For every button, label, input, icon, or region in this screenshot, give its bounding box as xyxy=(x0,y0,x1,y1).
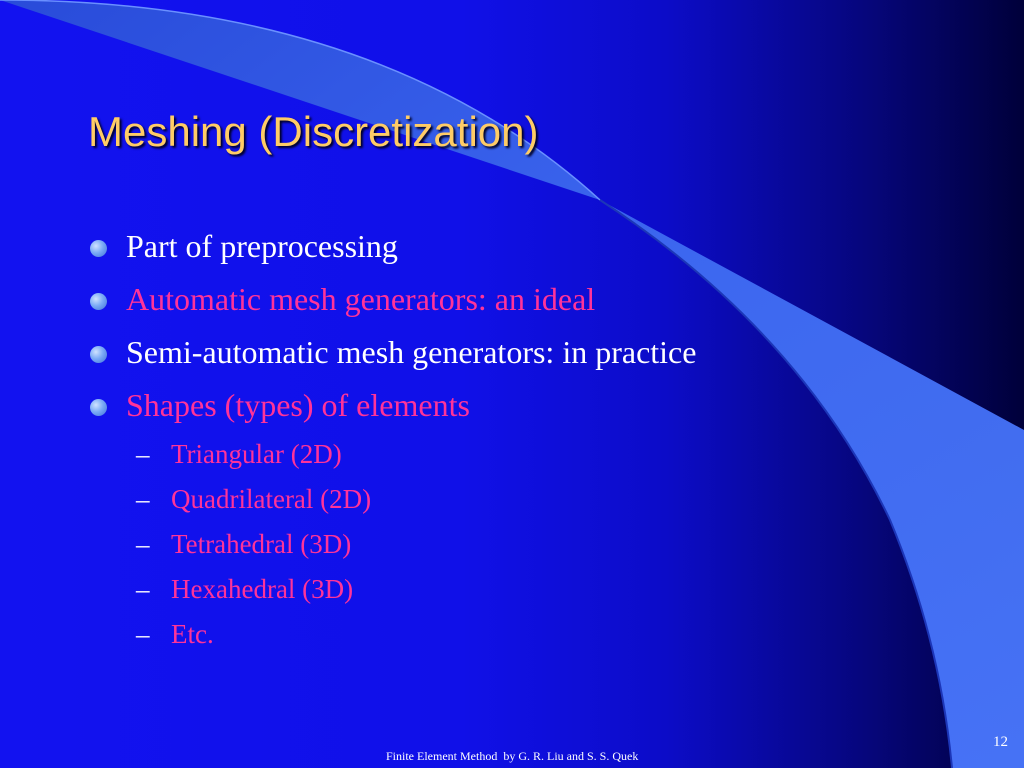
bullet-dot-icon xyxy=(90,240,107,257)
dash-marker: – xyxy=(136,619,150,649)
bullet-dot-icon xyxy=(90,293,107,310)
dash-marker: – xyxy=(136,574,150,604)
sub-bullet-text: Triangular (2D) xyxy=(171,439,342,469)
slide-title: Meshing (Discretization) xyxy=(88,108,539,155)
sub-bullet-text: Quadrilateral (2D) xyxy=(171,484,372,514)
dash-marker: – xyxy=(136,529,150,559)
slide-footer: Finite Element Method by G. R. Liu and S. S. Quek xyxy=(386,749,639,763)
dash-marker: – xyxy=(136,439,150,469)
bullet-text: Semi-automatic mesh generators: in practice xyxy=(126,334,697,370)
bullet-dot-icon xyxy=(90,346,107,363)
bullet-text: Shapes (types) of elements xyxy=(126,387,470,423)
bullet-text: Automatic mesh generators: an ideal xyxy=(126,281,596,317)
page-number: 12 xyxy=(993,734,1008,750)
sub-bullet-text: Etc. xyxy=(171,619,214,649)
bullet-text: Part of preprocessing xyxy=(126,228,398,264)
sub-bullet-text: Tetrahedral (3D) xyxy=(171,529,352,559)
dash-marker: – xyxy=(136,484,150,514)
sub-bullet-text: Hexahedral (3D) xyxy=(171,574,354,604)
bullet-dot-icon xyxy=(90,399,107,416)
